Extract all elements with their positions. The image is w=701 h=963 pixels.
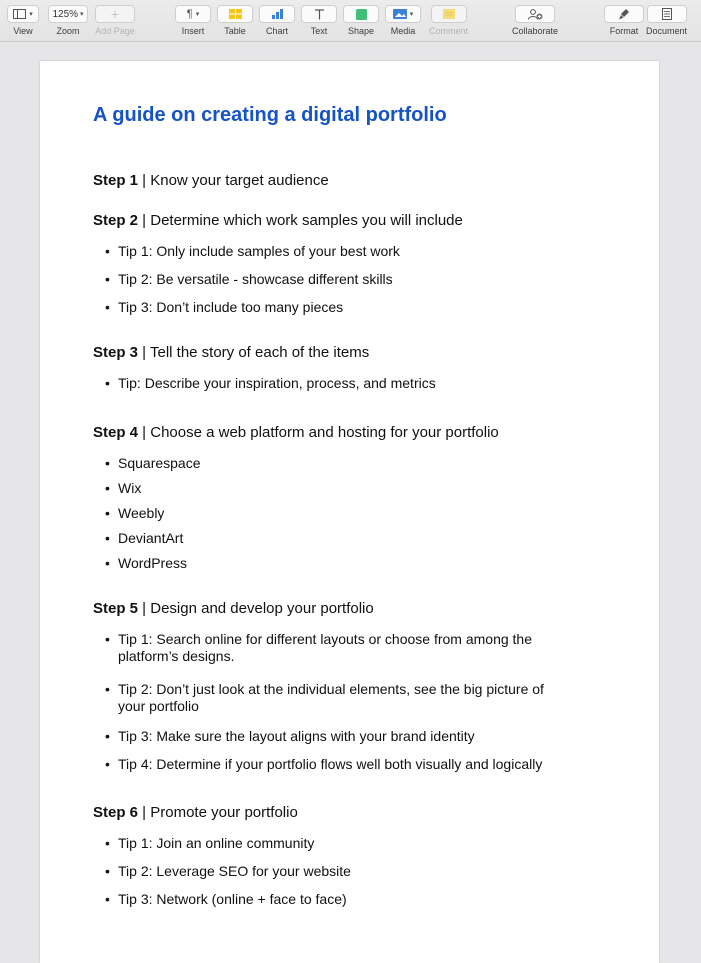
paintbrush-icon (618, 9, 631, 20)
collaborate-icon (527, 9, 543, 20)
list-item (105, 243, 585, 260)
list-item (105, 728, 585, 745)
list-item-text: Weebly (118, 505, 165, 521)
text-icon (314, 9, 325, 20)
chevron-down-icon: ▾ (409, 11, 414, 18)
step-label: Step 5 (93, 600, 139, 617)
chevron-down-icon: ▾ (195, 11, 200, 18)
list-item (105, 891, 585, 908)
add-page-tool[interactable] (95, 5, 135, 36)
bullet-icon: • (105, 299, 110, 315)
insert-tool[interactable] (175, 5, 211, 36)
list-item (105, 555, 585, 572)
chart-label: Chart (265, 26, 288, 36)
list-item (105, 530, 585, 547)
chart-icon (271, 9, 284, 19)
shape-label: Shape (347, 26, 375, 36)
list-item (105, 375, 585, 392)
media-button[interactable] (385, 5, 421, 23)
list-item-text: Tip: Describe your inspiration, process, and metrics (118, 375, 436, 391)
step-text: | Tell the story of each of the items (138, 344, 370, 361)
bullet-icon: • (105, 455, 110, 471)
view-button[interactable] (7, 5, 39, 23)
list-item (105, 756, 605, 773)
step-text: | Determine which work samples you will include (138, 212, 463, 229)
bullet-icon: • (105, 835, 110, 851)
step-heading (93, 804, 298, 821)
list-item (105, 480, 585, 497)
document-canvas[interactable] (0, 42, 701, 963)
list-item-text: Squarespace (118, 455, 201, 471)
list-item-text: Tip 1: Only include samples of your best work (118, 243, 400, 259)
step-label: Step 4 (93, 424, 139, 441)
shape-button[interactable] (343, 5, 379, 23)
collaborate-button[interactable] (515, 5, 555, 23)
bullet-icon: • (105, 505, 110, 521)
step-label: Step 1 (93, 172, 139, 189)
step-text: | Know your target audience (138, 172, 329, 189)
bullet-icon: • (105, 728, 110, 744)
plus-icon: + (110, 6, 120, 22)
insert-label: Insert (181, 26, 205, 36)
list-item-text: Tip 3: Make sure the layout aligns with your brand identity (118, 728, 475, 744)
add-page-label: Add Page (95, 26, 135, 36)
comment-icon (443, 9, 455, 19)
media-tool[interactable] (385, 5, 421, 36)
step-heading (93, 172, 329, 189)
media-label: Media (390, 26, 416, 36)
list-item-text: Tip 2: Be versatile - showcase different skills (118, 271, 393, 287)
paragraph-icon: ¶ (186, 8, 193, 20)
list-item (105, 681, 570, 715)
step-text: | Promote your portfolio (138, 804, 298, 821)
step-text: | Design and develop your portfolio (138, 600, 374, 617)
shape-tool[interactable] (343, 5, 379, 36)
list-item-text: DeviantArt (118, 530, 184, 546)
insert-button[interactable] (175, 5, 211, 23)
bullet-icon: • (105, 530, 110, 546)
collaborate-label: Collaborate (512, 26, 559, 36)
chevron-down-icon: ▾ (80, 11, 84, 18)
format-tool[interactable] (604, 5, 644, 36)
document-title: A guide on creating a digital portfolio (93, 104, 447, 126)
media-icon (393, 9, 407, 19)
bullet-icon: • (105, 555, 110, 571)
step-label: Step 2 (93, 212, 139, 229)
step-label: Step 6 (93, 804, 139, 821)
document-icon (662, 8, 672, 20)
step-heading (93, 424, 499, 441)
list-item-text: Tip 4: Determine if your portfolio flows well both visually and logically (118, 756, 543, 772)
text-label: Text (310, 26, 328, 36)
comment-label: Comment (429, 26, 469, 36)
zoom-select[interactable] (48, 5, 88, 23)
list-item (105, 835, 585, 852)
table-icon (229, 9, 242, 19)
view-tool[interactable] (7, 5, 39, 36)
view-label: View (13, 26, 33, 36)
collaborate-tool[interactable] (512, 5, 558, 36)
bullet-icon: • (105, 480, 110, 496)
shape-icon (356, 9, 367, 20)
bullet-icon: • (105, 863, 110, 879)
format-label: Format (609, 26, 639, 36)
list-item-text: Tip 3: Network (online + face to face) (118, 891, 347, 907)
list-item-text: Tip 1: Join an online community (118, 835, 315, 851)
document-button[interactable] (647, 5, 687, 23)
bullet-icon: • (105, 681, 110, 697)
document-page[interactable] (40, 61, 659, 963)
zoom-label: Zoom (56, 26, 80, 36)
toolbar (0, 0, 701, 42)
list-item (105, 271, 585, 288)
step-heading (93, 344, 369, 361)
step-heading (93, 212, 463, 229)
list-item-text: Tip 1: Search online for different layouts or choose from among the platform’s designs. (118, 631, 533, 664)
chart-button[interactable] (259, 5, 295, 23)
bullet-icon: • (105, 891, 110, 907)
document-tool[interactable] (646, 5, 687, 36)
list-item (105, 455, 585, 472)
document-label: Document (646, 26, 688, 36)
zoom-tool[interactable] (48, 5, 88, 36)
step-heading (93, 600, 374, 617)
zoom-value: 125% (52, 8, 79, 20)
sidebar-icon (13, 9, 26, 19)
format-button[interactable] (604, 5, 644, 23)
list-item (105, 631, 550, 665)
list-item-text: WordPress (118, 555, 187, 571)
bullet-icon: • (105, 271, 110, 287)
list-item-text: Wix (118, 480, 142, 496)
table-tool[interactable] (217, 5, 253, 36)
list-item-text: Tip 3: Don’t include too many pieces (118, 299, 344, 315)
comment-tool[interactable] (429, 5, 468, 36)
step-label: Step 3 (93, 344, 139, 361)
chart-tool[interactable] (259, 5, 295, 36)
list-item-text: Tip 2: Leverage SEO for your website (118, 863, 351, 879)
list-item (105, 299, 585, 316)
comment-button[interactable] (431, 5, 467, 23)
bullet-icon: • (105, 756, 110, 772)
chevron-down-icon: ▾ (29, 11, 33, 18)
list-item-text: Tip 2: Don’t just look at the individual elements, see the big picture of your portfolio (118, 681, 544, 714)
text-tool[interactable] (301, 5, 337, 36)
bullet-icon: • (105, 631, 110, 647)
step-text: | Choose a web platform and hosting for your portfolio (138, 424, 499, 441)
table-label: Table (224, 26, 246, 36)
text-button[interactable] (301, 5, 337, 23)
list-item (105, 863, 585, 880)
table-button[interactable] (217, 5, 253, 23)
bullet-icon: • (105, 243, 110, 259)
add-page-button[interactable] (95, 5, 135, 23)
bullet-icon: • (105, 375, 110, 391)
list-item (105, 505, 585, 522)
